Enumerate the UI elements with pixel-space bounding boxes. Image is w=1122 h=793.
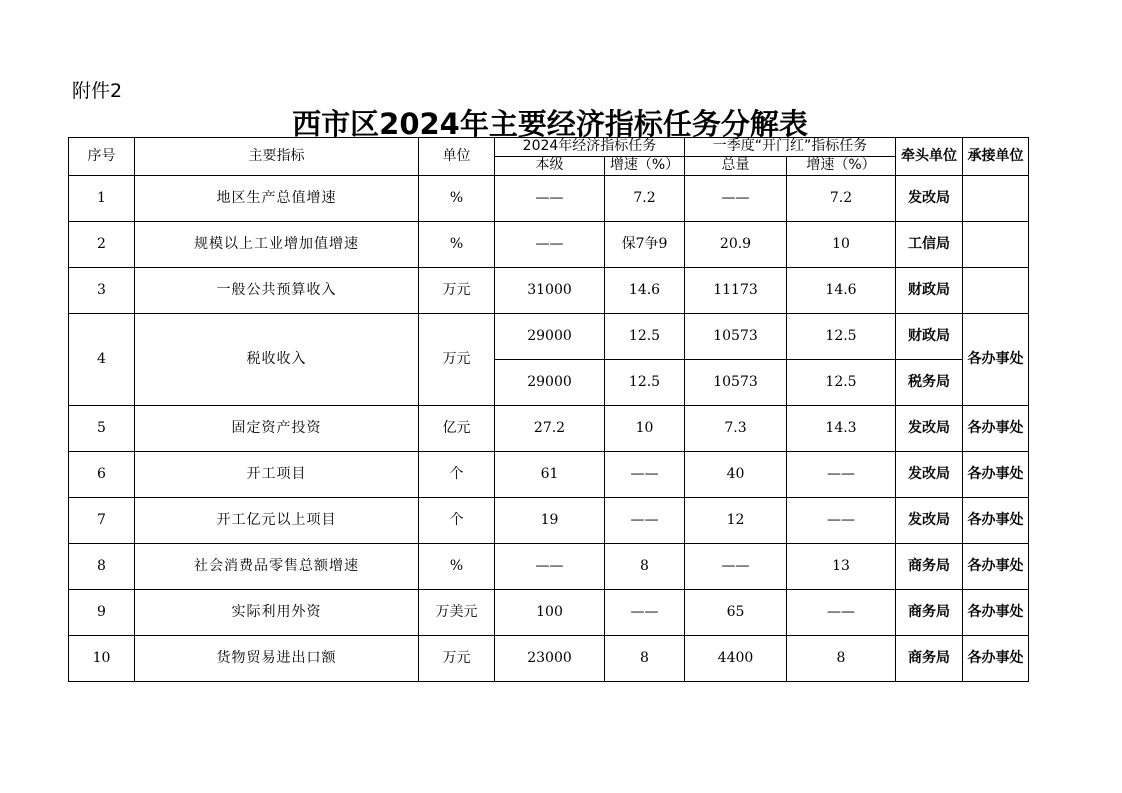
row-annual-level: 29000 [495, 360, 605, 406]
header-seq: 序号 [69, 138, 135, 176]
row-annual-growth: 8 [605, 544, 685, 590]
row-indicator-name: 社会消费品零售总额增速 [135, 544, 419, 590]
row-unit: 万元 [419, 314, 495, 406]
row-assist-unit: 各办事处 [963, 314, 1029, 406]
row-annual-growth: 8 [605, 636, 685, 682]
row-assist-unit: 各办事处 [963, 406, 1029, 452]
row-annual-growth: 14.6 [605, 268, 685, 314]
row-q1-total: 40 [685, 452, 787, 498]
row-q1-growth: 14.6 [787, 268, 896, 314]
row-annual-level: 27.2 [495, 406, 605, 452]
row-unit: % [419, 222, 495, 268]
indicator-table [68, 137, 1029, 682]
row-seq: 8 [69, 544, 135, 590]
header-q1-growth: 增速（%） [787, 157, 896, 176]
header-indicator: 主要指标 [135, 138, 419, 176]
row-annual-level: 23000 [495, 636, 605, 682]
row-lead-unit: 商务局 [896, 590, 963, 636]
row-unit: % [419, 544, 495, 590]
header-unit: 单位 [419, 138, 495, 176]
row-indicator-name: 固定资产投资 [135, 406, 419, 452]
row-indicator-name: 开工项目 [135, 452, 419, 498]
row-unit: 万元 [419, 268, 495, 314]
table-row [69, 590, 1029, 636]
row-annual-level: 19 [495, 498, 605, 544]
row-q1-growth: 13 [787, 544, 896, 590]
row-unit: 万元 [419, 636, 495, 682]
row-lead-unit: 发改局 [896, 452, 963, 498]
table-row [69, 406, 1029, 452]
row-seq: 4 [69, 314, 135, 406]
header-row-1 [69, 138, 1029, 157]
row-q1-total: —— [685, 544, 787, 590]
row-seq: 5 [69, 406, 135, 452]
row-annual-level: —— [495, 544, 605, 590]
row-unit: % [419, 176, 495, 222]
row-seq: 2 [69, 222, 135, 268]
row-unit: 万美元 [419, 590, 495, 636]
row-annual-level: 31000 [495, 268, 605, 314]
row-q1-total: 7.3 [685, 406, 787, 452]
row-indicator-name: 实际利用外资 [135, 590, 419, 636]
table-row [69, 498, 1029, 544]
row-lead-unit: 发改局 [896, 176, 963, 222]
row-assist-unit [963, 176, 1029, 222]
row-annual-growth: 7.2 [605, 176, 685, 222]
table-row [69, 314, 1029, 360]
table-row [69, 452, 1029, 498]
row-q1-total: 12 [685, 498, 787, 544]
row-q1-total: —— [685, 176, 787, 222]
header-annual-level: 本级 [495, 157, 605, 176]
table-row [69, 268, 1029, 314]
row-q1-total: 65 [685, 590, 787, 636]
row-indicator-name: 税收收入 [135, 314, 419, 406]
row-assist-unit: 各办事处 [963, 498, 1029, 544]
row-seq: 1 [69, 176, 135, 222]
row-indicator-name: 一般公共预算收入 [135, 268, 419, 314]
row-seq: 7 [69, 498, 135, 544]
row-q1-total: 10573 [685, 360, 787, 406]
row-annual-growth: 10 [605, 406, 685, 452]
row-lead-unit: 发改局 [896, 406, 963, 452]
row-lead-unit: 财政局 [896, 268, 963, 314]
row-q1-growth: 7.2 [787, 176, 896, 222]
row-indicator-name: 规模以上工业增加值增速 [135, 222, 419, 268]
row-lead-unit: 财政局 [896, 314, 963, 360]
row-annual-growth: 12.5 [605, 314, 685, 360]
row-q1-total: 11173 [685, 268, 787, 314]
row-q1-growth: 12.5 [787, 314, 896, 360]
row-lead-unit: 工信局 [896, 222, 963, 268]
header-group-annual: 2024年经济指标任务 [495, 138, 685, 157]
row-q1-total: 10573 [685, 314, 787, 360]
row-annual-growth: 12.5 [605, 360, 685, 406]
row-annual-growth: —— [605, 590, 685, 636]
row-lead-unit: 发改局 [896, 498, 963, 544]
row-seq: 3 [69, 268, 135, 314]
table-row [69, 636, 1029, 682]
row-indicator-name: 开工亿元以上项目 [135, 498, 419, 544]
row-annual-level: 29000 [495, 314, 605, 360]
row-lead-unit: 税务局 [896, 360, 963, 406]
table-row [69, 176, 1029, 222]
row-annual-growth: —— [605, 452, 685, 498]
row-assist-unit: 各办事处 [963, 590, 1029, 636]
header-lead-unit: 牵头单位 [896, 138, 963, 176]
row-q1-growth: —— [787, 590, 896, 636]
row-seq: 10 [69, 636, 135, 682]
row-indicator-name: 货物贸易进出口额 [135, 636, 419, 682]
row-q1-total: 20.9 [685, 222, 787, 268]
row-seq: 9 [69, 590, 135, 636]
row-q1-total: 4400 [685, 636, 787, 682]
row-q1-growth: —— [787, 498, 896, 544]
row-annual-level: 100 [495, 590, 605, 636]
row-q1-growth: —— [787, 452, 896, 498]
row-q1-growth: 10 [787, 222, 896, 268]
row-assist-unit: 各办事处 [963, 452, 1029, 498]
header-assist-unit: 承接单位 [963, 138, 1029, 176]
row-unit: 个 [419, 452, 495, 498]
row-annual-level: —— [495, 176, 605, 222]
page-title: 西市区2024年主要经济指标任务分解表 [292, 107, 808, 141]
header-q1-total: 总量 [685, 157, 787, 176]
row-unit: 亿元 [419, 406, 495, 452]
row-unit: 个 [419, 498, 495, 544]
row-q1-growth: 8 [787, 636, 896, 682]
row-lead-unit: 商务局 [896, 544, 963, 590]
row-lead-unit: 商务局 [896, 636, 963, 682]
header-group-q1: 一季度“开门红”指标任务 [685, 138, 896, 157]
row-assist-unit: 各办事处 [963, 544, 1029, 590]
row-assist-unit [963, 268, 1029, 314]
row-assist-unit [963, 222, 1029, 268]
row-annual-growth: —— [605, 498, 685, 544]
header-annual-growth: 增速（%） [605, 157, 685, 176]
attachment-label: 附件2 [72, 80, 123, 102]
row-annual-growth: 保7争9 [605, 222, 685, 268]
row-seq: 6 [69, 452, 135, 498]
row-q1-growth: 14.3 [787, 406, 896, 452]
row-assist-unit: 各办事处 [963, 636, 1029, 682]
row-indicator-name: 地区生产总值增速 [135, 176, 419, 222]
row-q1-growth: 12.5 [787, 360, 896, 406]
row-annual-level: 61 [495, 452, 605, 498]
row-annual-level: —— [495, 222, 605, 268]
table-row [69, 544, 1029, 590]
table-row [69, 222, 1029, 268]
